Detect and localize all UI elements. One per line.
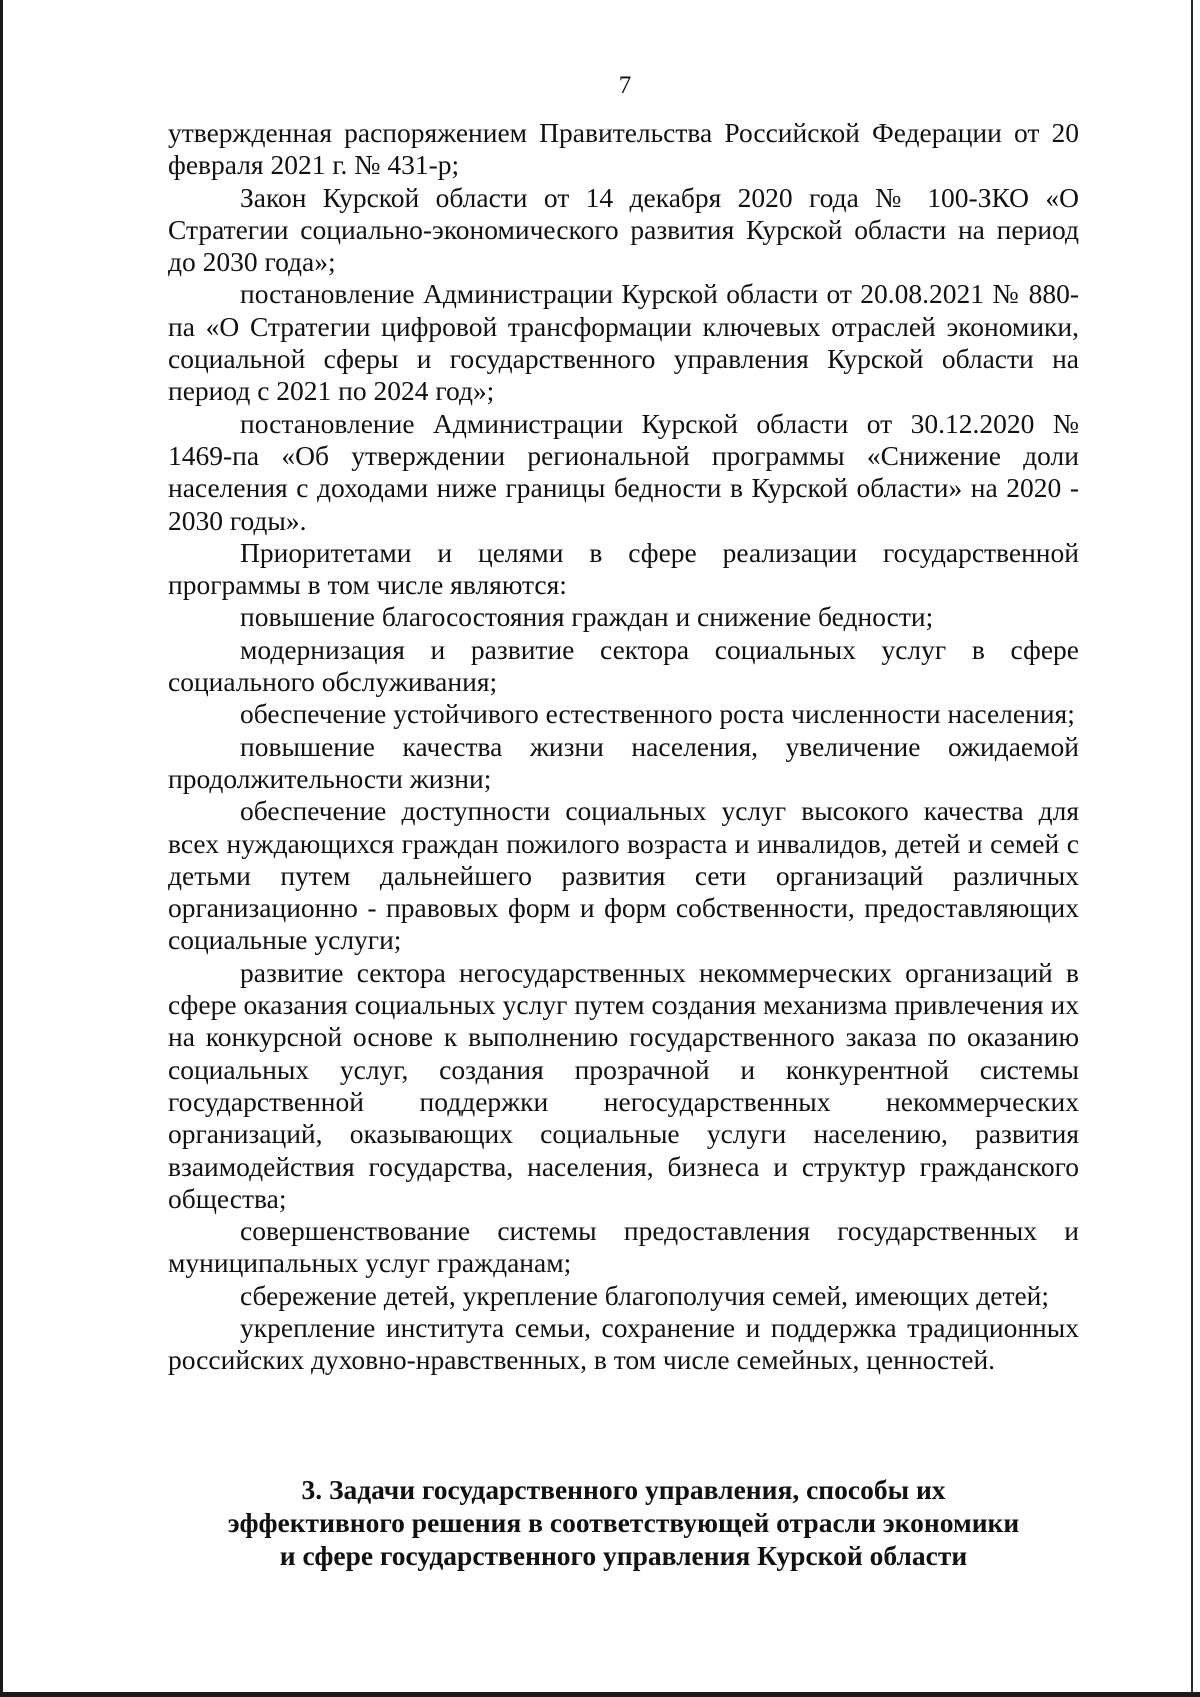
priority-item: повышение благосостояния граждан и снижение бедности;: [240, 601, 934, 633]
scan-edge-right: [1191, 0, 1193, 1697]
paragraph-priorities-intro: Приоритетами и целями в сфере реализации государственной программы в том числе являются:: [168, 536, 1079, 601]
priority-item: обеспечение устойчивого естественного роста численности населения;: [240, 698, 1075, 730]
section-heading-line: 3. Задачи государственного управления, способы их: [301, 1474, 946, 1505]
scan-edge-left: [0, 0, 3, 1697]
document-body: [168, 117, 1079, 1377]
page-number: 7: [618, 72, 632, 99]
section-heading: [168, 1473, 1079, 1572]
paragraph-resolution-1469: постановление Администрации Курской области от 30.12.2020 № 1469-па «Об утверждении региональной программы «Снижение доли населения с доходами ниже границы бедности в Курской области» на 2020 - 2030 годы».: [168, 407, 1079, 536]
priority-item: обеспечение доступности социальных услуг высокого качества для всех нуждающихся граждан пожилого возраста и инвалидов, детей и семей с детьми путем дальнейшего развития сети организаций различных организационно - правовых форм и форм собственности, предоставляющих социальные услуги;: [168, 795, 1079, 956]
priority-item: модернизация и развитие сектора социальных услуг в сфере социального обслуживания;: [168, 633, 1079, 698]
priority-item: развитие сектора негосударственных некоммерческих организаций в сфере оказания социальных услуг путем создания механизма привлечения их на конкурсной основе к выполнению государственного заказа по оказанию социальных услуг, создания прозрачной и конкурентной системы государственной поддержки негосударственных некоммерческих организаций, оказывающих социальные услуги населению, развития взаимодействия государства, населения, бизнеса и структур гражданского общества;: [168, 956, 1079, 1214]
priority-item: повышение качества жизни населения, увеличение ожидаемой продолжительности жизни;: [168, 730, 1079, 794]
scan-edge-bottom: [0, 1692, 1200, 1697]
section-heading-line: и сфере государственного управления Курской области: [279, 1540, 968, 1571]
paragraph-resolution-880: постановление Администрации Курской области от 20.08.2021 № 880-па «О Стратегии цифровой трансформации ключевых отраслей экономики, социальной сферы и государственного управления Курской области на период с 2021 по 2024 год»;: [168, 278, 1079, 407]
section-heading-line: эффективного решения в соответствующей отрасли экономики: [227, 1507, 1020, 1538]
priority-item: укрепление института семьи, сохранение и поддержка традиционных российских духовно-нравственных, в том числе семейных, ценностей.: [168, 1311, 1079, 1376]
paragraph-kursk-law: Закон Курской области от 14 декабря 2020 года № 100-ЗКО «О Стратегии социально-экономического развития Курской области на период до 2030 года»;: [168, 181, 1079, 278]
priority-item: сбережение детей, укрепление благополучия семей, имеющих детей;: [240, 1279, 1050, 1311]
priority-item: совершенствование системы предоставления государственных и муниципальных услуг гражданам;: [168, 1215, 1079, 1279]
paragraph-continuation: утвержденная распоряжением Правительства Российской Федерации от 20 февраля 2021 г. № 431-р;: [168, 117, 1079, 181]
